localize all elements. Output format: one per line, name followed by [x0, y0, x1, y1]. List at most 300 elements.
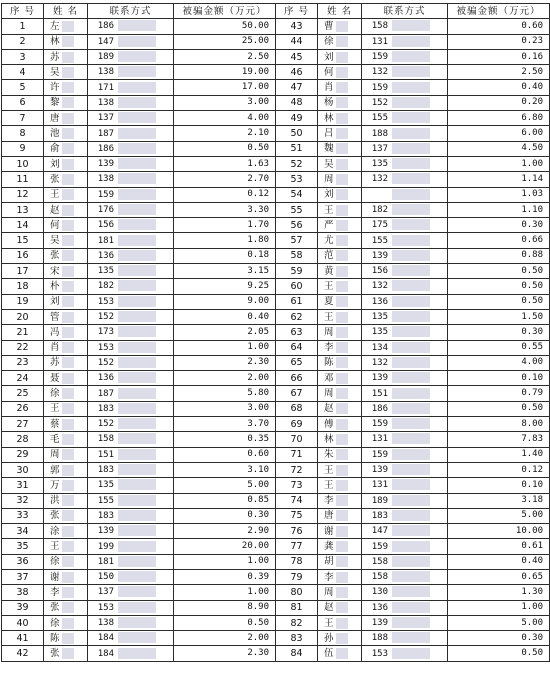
- contact-cell: [88, 493, 174, 508]
- phone-redaction: [118, 128, 156, 139]
- name-redaction: [62, 143, 74, 154]
- name-redaction: [336, 36, 348, 47]
- name-redaction: [336, 143, 348, 154]
- name-cell: [44, 646, 88, 661]
- row-number: 58: [276, 248, 318, 263]
- row-number: 66: [276, 371, 318, 386]
- amount-cell: 19.00: [174, 65, 276, 80]
- name-redaction: [62, 235, 74, 246]
- name-cell: [318, 279, 362, 294]
- row-number: 49: [276, 111, 318, 126]
- phone-redaction: [392, 219, 430, 230]
- table-row: [2, 508, 550, 523]
- name-cell: [44, 386, 88, 401]
- name-redaction: [336, 633, 348, 644]
- name-cell: [44, 309, 88, 324]
- phone-redaction: [392, 388, 430, 399]
- row-number: 60: [276, 279, 318, 294]
- contact-cell: [362, 646, 448, 661]
- phone-redaction: [118, 571, 156, 582]
- phone-prefix: 159: [371, 541, 388, 552]
- amount-cell: 1.00: [448, 156, 550, 171]
- contact-cell: [88, 279, 174, 294]
- amount-cell: 3.10: [174, 462, 276, 477]
- row-number: 79: [276, 569, 318, 584]
- phone-redaction: [118, 541, 156, 552]
- name-redaction: [336, 342, 348, 353]
- contact-cell: [362, 600, 448, 615]
- phone-prefix: 135: [371, 312, 388, 323]
- phone-redaction: [392, 20, 430, 31]
- contact-cell: [88, 417, 174, 432]
- contact-cell: [88, 585, 174, 600]
- amount-cell: 0.88: [448, 248, 550, 263]
- name-redaction: [336, 97, 348, 108]
- phone-redaction: [118, 479, 156, 490]
- name-redaction: [336, 495, 348, 506]
- name-cell: [44, 325, 88, 340]
- name-cell: [44, 631, 88, 646]
- amount-cell: 3.30: [174, 202, 276, 217]
- phone-redaction: [118, 617, 156, 628]
- contact-cell: [362, 65, 448, 80]
- name-cell: [44, 417, 88, 432]
- name-redaction: [336, 21, 348, 32]
- table-row: [2, 279, 550, 294]
- phone-redaction: [392, 82, 430, 93]
- phone-redaction: [118, 403, 156, 414]
- row-number: 56: [276, 218, 318, 233]
- phone-prefix: 153: [97, 342, 114, 353]
- header-no: 序 号: [276, 4, 318, 19]
- phone-redaction: [392, 525, 430, 536]
- phone-prefix: 135: [371, 327, 388, 338]
- surname: 肖: [324, 82, 334, 94]
- surname: 王: [324, 311, 334, 323]
- row-number: 41: [2, 631, 44, 646]
- table-row: [2, 371, 550, 386]
- phone-redaction: [392, 326, 430, 337]
- row-number: 22: [2, 340, 44, 355]
- phone-redaction: [392, 510, 430, 521]
- surname: 周: [324, 326, 334, 338]
- name-redaction: [62, 419, 74, 430]
- table-row: [2, 126, 550, 141]
- surname: 肖: [50, 342, 60, 354]
- contact-cell: [362, 309, 448, 324]
- amount-cell: 0.60: [174, 447, 276, 462]
- phone-prefix: 181: [97, 556, 114, 567]
- contact-cell: [88, 309, 174, 324]
- amount-cell: 5.00: [448, 508, 550, 523]
- name-redaction: [62, 113, 74, 124]
- name-cell: [44, 65, 88, 80]
- header-name: 姓 名: [318, 4, 362, 19]
- amount-cell: 0.60: [448, 19, 550, 34]
- name-redaction: [62, 97, 74, 108]
- row-number: 24: [2, 371, 44, 386]
- contact-cell: [362, 187, 448, 202]
- phone-redaction: [118, 510, 156, 521]
- phone-redaction: [392, 36, 430, 47]
- contact-cell: [362, 524, 448, 539]
- phone-redaction: [118, 250, 156, 261]
- name-redaction: [62, 342, 74, 353]
- contact-cell: [362, 371, 448, 386]
- phone-redaction: [392, 602, 430, 613]
- contact-cell: [362, 401, 448, 416]
- row-number: 33: [2, 508, 44, 523]
- name-redaction: [336, 174, 348, 185]
- phone-redaction: [392, 97, 430, 108]
- name-cell: [318, 508, 362, 523]
- name-redaction: [336, 159, 348, 170]
- table-row: [2, 264, 550, 279]
- contact-cell: [362, 202, 448, 217]
- amount-cell: 2.10: [174, 126, 276, 141]
- table-row: [2, 524, 550, 539]
- table-row: [2, 325, 550, 340]
- name-redaction: [336, 419, 348, 430]
- name-cell: [318, 447, 362, 462]
- phone-prefix: 156: [371, 266, 388, 277]
- amount-cell: 0.10: [448, 371, 550, 386]
- phone-prefix: 158: [371, 21, 388, 32]
- contact-cell: [88, 325, 174, 340]
- table-row: [2, 569, 550, 584]
- name-cell: [44, 264, 88, 279]
- row-number: 34: [2, 524, 44, 539]
- name-cell: [44, 493, 88, 508]
- name-redaction: [62, 618, 74, 629]
- phone-prefix: 152: [97, 312, 114, 323]
- phone-prefix: 188: [371, 128, 388, 139]
- contact-cell: [88, 432, 174, 447]
- amount-cell: 0.40: [448, 80, 550, 95]
- phone-prefix: 175: [371, 220, 388, 231]
- contact-cell: [362, 34, 448, 49]
- name-redaction: [336, 296, 348, 307]
- phone-redaction: [392, 464, 430, 475]
- name-cell: [318, 65, 362, 80]
- amount-cell: 0.35: [174, 432, 276, 447]
- contact-cell: [362, 539, 448, 554]
- phone-prefix: 131: [371, 36, 388, 47]
- contact-cell: [88, 386, 174, 401]
- row-number: 84: [276, 646, 318, 661]
- contact-cell: [88, 248, 174, 263]
- phone-redaction: [118, 525, 156, 536]
- amount-cell: 1.00: [174, 585, 276, 600]
- amount-cell: 2.00: [174, 631, 276, 646]
- surname: 严: [324, 219, 334, 231]
- table-row: [2, 493, 550, 508]
- row-number: 37: [2, 569, 44, 584]
- contact-cell: [362, 340, 448, 355]
- table-row: [2, 417, 550, 432]
- row-number: 40: [2, 615, 44, 630]
- amount-cell: 2.50: [448, 65, 550, 80]
- table-row: [2, 80, 550, 95]
- name-cell: [318, 156, 362, 171]
- surname: 唐: [50, 112, 60, 124]
- surname: 李: [324, 495, 334, 507]
- phone-prefix: 139: [371, 618, 388, 629]
- name-redaction: [336, 572, 348, 583]
- phone-prefix: 136: [97, 250, 114, 261]
- name-redaction: [62, 388, 74, 399]
- contact-cell: [88, 462, 174, 477]
- row-number: 48: [276, 95, 318, 110]
- name-cell: [318, 539, 362, 554]
- name-redaction: [336, 618, 348, 629]
- surname: 黄: [324, 265, 334, 277]
- amount-cell: 1.50: [448, 309, 550, 324]
- phone-prefix: 131: [371, 434, 388, 445]
- name-redaction: [62, 36, 74, 47]
- name-cell: [44, 34, 88, 49]
- amount-cell: 0.50: [174, 615, 276, 630]
- row-number: 20: [2, 309, 44, 324]
- table-row: [2, 309, 550, 324]
- amount-cell: 0.23: [448, 34, 550, 49]
- surname: 王: [50, 189, 60, 201]
- row-number: 6: [2, 95, 44, 110]
- row-number: 59: [276, 264, 318, 279]
- phone-prefix: 152: [97, 419, 114, 430]
- phone-redaction: [118, 342, 156, 353]
- contact-cell: [88, 126, 174, 141]
- name-redaction: [336, 67, 348, 78]
- row-number: 29: [2, 447, 44, 462]
- row-number: 77: [276, 539, 318, 554]
- table-row: [2, 447, 550, 462]
- contact-cell: [362, 585, 448, 600]
- amount-cell: 5.00: [174, 478, 276, 493]
- amount-cell: 0.40: [174, 309, 276, 324]
- phone-prefix: 158: [371, 556, 388, 567]
- row-number: 2: [2, 34, 44, 49]
- surname: 黎: [50, 97, 60, 109]
- name-cell: [318, 493, 362, 508]
- row-number: 63: [276, 325, 318, 340]
- contact-cell: [88, 34, 174, 49]
- amount-cell: 1.00: [174, 340, 276, 355]
- surname: 魏: [324, 143, 334, 155]
- name-cell: [318, 218, 362, 233]
- name-redaction: [62, 587, 74, 598]
- phone-redaction: [118, 648, 156, 659]
- row-number: 18: [2, 279, 44, 294]
- phone-prefix: 199: [97, 541, 114, 552]
- name-cell: [318, 95, 362, 110]
- phone-redaction: [392, 357, 430, 368]
- row-number: 62: [276, 309, 318, 324]
- row-number: 23: [2, 355, 44, 370]
- contact-cell: [88, 65, 174, 80]
- contact-cell: [362, 233, 448, 248]
- amount-cell: 8.90: [174, 600, 276, 615]
- amount-cell: 1.80: [174, 233, 276, 248]
- contact-cell: [362, 417, 448, 432]
- name-cell: [318, 631, 362, 646]
- surname: 毛: [50, 433, 60, 445]
- name-redaction: [62, 434, 74, 445]
- name-cell: [318, 417, 362, 432]
- name-cell: [44, 615, 88, 630]
- surname: 李: [324, 571, 334, 583]
- name-redaction: [336, 556, 348, 567]
- row-number: 81: [276, 600, 318, 615]
- amount-cell: 0.30: [174, 508, 276, 523]
- amount-cell: 5.80: [174, 386, 276, 401]
- name-cell: [318, 325, 362, 340]
- contact-cell: [362, 294, 448, 309]
- phone-prefix: 189: [97, 52, 114, 63]
- surname: 邓: [324, 372, 334, 384]
- phone-redaction: [392, 280, 430, 291]
- name-redaction: [336, 82, 348, 93]
- phone-prefix: 139: [371, 373, 388, 384]
- name-cell: [318, 111, 362, 126]
- name-cell: [44, 80, 88, 95]
- contact-cell: [362, 508, 448, 523]
- name-cell: [318, 187, 362, 202]
- name-redaction: [62, 572, 74, 583]
- phone-redaction: [392, 250, 430, 261]
- phone-prefix: 139: [371, 250, 388, 261]
- table-row: [2, 65, 550, 80]
- contact-cell: [362, 141, 448, 156]
- name-redaction: [62, 220, 74, 231]
- phone-redaction: [118, 357, 156, 368]
- surname: 张: [50, 250, 60, 262]
- phone-prefix: 135: [97, 266, 114, 277]
- phone-redaction: [118, 189, 156, 200]
- phone-redaction: [118, 112, 156, 123]
- phone-prefix: 134: [371, 342, 388, 353]
- name-redaction: [336, 388, 348, 399]
- row-number: 55: [276, 202, 318, 217]
- contact-cell: [362, 325, 448, 340]
- name-redaction: [62, 357, 74, 368]
- table-row: [2, 34, 550, 49]
- surname: 王: [50, 403, 60, 415]
- amount-cell: 4.50: [448, 141, 550, 156]
- phone-redaction: [392, 311, 430, 322]
- table-row: [2, 95, 550, 110]
- name-cell: [318, 355, 362, 370]
- surname: 范: [324, 250, 334, 262]
- name-redaction: [62, 495, 74, 506]
- phone-redaction: [392, 128, 430, 139]
- phone-redaction: [118, 235, 156, 246]
- row-number: 7: [2, 111, 44, 126]
- amount-cell: 0.20: [448, 95, 550, 110]
- row-number: 50: [276, 126, 318, 141]
- name-redaction: [336, 220, 348, 231]
- row-number: 26: [2, 401, 44, 416]
- contact-cell: [362, 172, 448, 187]
- phone-prefix: 138: [97, 97, 114, 108]
- amount-cell: 3.15: [174, 264, 276, 279]
- surname: 何: [324, 66, 334, 78]
- contact-cell: [88, 646, 174, 661]
- amount-cell: 4.00: [174, 111, 276, 126]
- contact-cell: [362, 462, 448, 477]
- contact-cell: [362, 478, 448, 493]
- row-number: 14: [2, 218, 44, 233]
- name-redaction: [336, 52, 348, 63]
- name-cell: [44, 279, 88, 294]
- phone-prefix: 176: [97, 205, 114, 215]
- name-redaction: [62, 159, 74, 170]
- header-amount: 被骗金额（万元）: [448, 4, 550, 19]
- contact-cell: [362, 279, 448, 294]
- name-cell: [318, 462, 362, 477]
- phone-prefix: 132: [371, 357, 388, 368]
- surname: 周: [324, 173, 334, 185]
- amount-cell: 2.70: [174, 172, 276, 187]
- contact-cell: [362, 432, 448, 447]
- table-row: [2, 218, 550, 233]
- phone-prefix: 159: [97, 189, 114, 200]
- phone-prefix: 139: [371, 465, 388, 476]
- phone-prefix: 138: [97, 618, 114, 629]
- name-cell: [318, 554, 362, 569]
- row-number: 61: [276, 294, 318, 309]
- phone-prefix: 155: [371, 235, 388, 246]
- name-cell: [44, 539, 88, 554]
- surname: 谢: [324, 525, 334, 537]
- phone-prefix: 137: [371, 143, 388, 154]
- surname: 洪: [50, 495, 60, 507]
- table-row: [2, 156, 550, 171]
- name-redaction: [62, 633, 74, 644]
- phone-redaction: [118, 586, 156, 597]
- phone-prefix: 132: [371, 281, 388, 292]
- surname: 曹: [324, 20, 334, 32]
- contact-cell: [362, 95, 448, 110]
- contact-cell: [88, 294, 174, 309]
- row-number: 64: [276, 340, 318, 355]
- contact-cell: [88, 447, 174, 462]
- surname: 左: [50, 20, 60, 32]
- name-redaction: [62, 556, 74, 567]
- contact-cell: [88, 371, 174, 386]
- table-row: [2, 478, 550, 493]
- phone-prefix: 159: [371, 82, 388, 93]
- name-cell: [44, 141, 88, 156]
- phone-prefix: 136: [97, 373, 114, 384]
- contact-cell: [88, 401, 174, 416]
- contact-cell: [88, 19, 174, 34]
- row-number: 67: [276, 386, 318, 401]
- amount-cell: 0.30: [448, 218, 550, 233]
- surname: 刘: [324, 51, 334, 63]
- surname: 涂: [50, 525, 60, 537]
- phone-prefix: 135: [97, 480, 114, 491]
- amount-cell: 2.30: [174, 646, 276, 661]
- contact-cell: [362, 248, 448, 263]
- row-number: 4: [2, 65, 44, 80]
- amount-cell: 6.80: [448, 111, 550, 126]
- contact-cell: [88, 478, 174, 493]
- row-number: 70: [276, 432, 318, 447]
- contact-cell: [362, 264, 448, 279]
- surname: 张: [50, 510, 60, 522]
- name-cell: [44, 95, 88, 110]
